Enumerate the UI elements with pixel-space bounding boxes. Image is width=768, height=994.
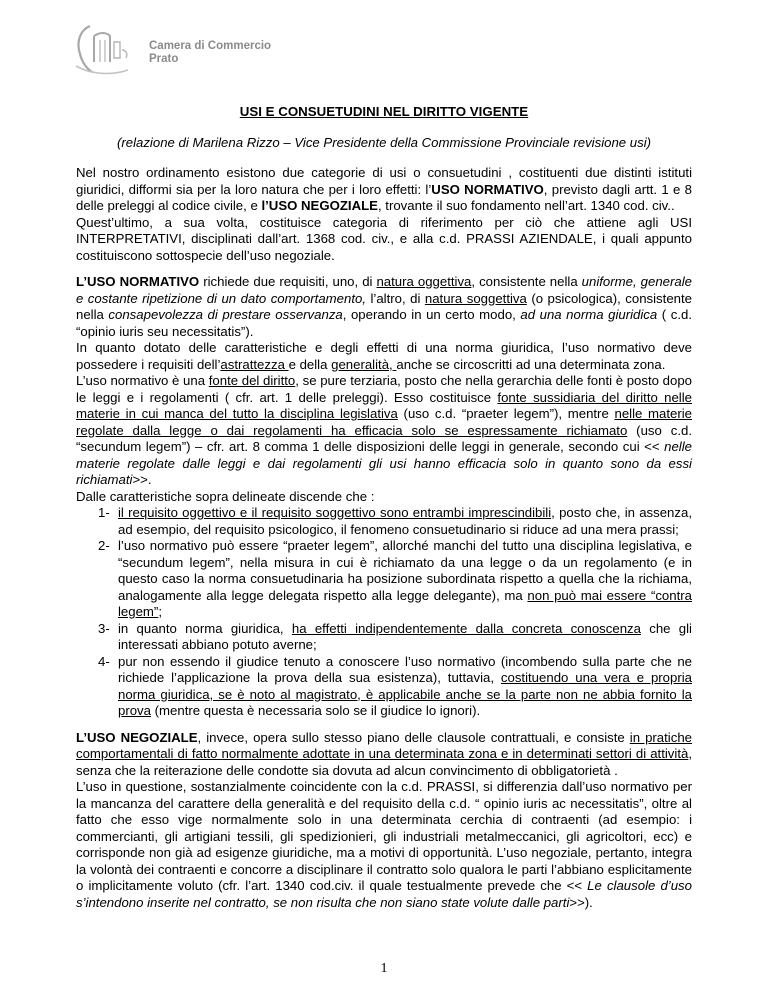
org-name-line2: Prato xyxy=(149,53,179,65)
uso-normativo-paragraph-3: L’uso normativo è una fonte del diritto, se pure terziaria, posto che nella gerarchia delle fonti è posto dopo le leggi e i regolamenti ( cfr. art. 1 delle preleggi). Esso costituisce fonte sussidiaria del diritto nelle materie in cui manca del tutto la disciplina legislativa (uso c.d. “praeter legem”), mentre nelle materie regolate dalla legge o dai regolamenti ha efficacia solo se espressamente richiamato (uso c.d. “secundum legem”) – cfr. art. 8 comma 1 delle disposizioni delle leggi in generale, secondo cui << nelle materie regolate dalle leggi e dai regolamenti gli usi hanno efficacia solo in quanto sono da essi richiamati>>. xyxy=(76,373,693,487)
intro-paragraph-2: Quest’ultimo, a sua volta, costituisce categoria di riferimento per ciò che attiene agli USI INTERPRETATIVI, disciplinati dall’art. 1368 cod. civ., e alla c.d. PRASSI AZIENDALE, i quali appunto costituiscono sottospecie dell’uso negoziale. xyxy=(76,214,692,263)
uso-normativo-paragraph-4: Dalle caratteristiche sopra delineate discende che : xyxy=(76,488,375,504)
page-number: 1 xyxy=(380,961,388,976)
list-item: 4- pur non essendo il giudice tenuto a conoscere l’uso normativo (incombendo sulla parte che ne richiede l’applicazione la prova della sua esistenza), tuttavia, costituendo una vera e propria norma giuridica, se è noto al magistrato, è applicabile anche se la parte non ne abbia fornito la prova (mentre questa è necessaria solo se il giudice lo ignori). xyxy=(98,653,693,718)
camera-di-commercio-emblem-icon xyxy=(70,22,142,80)
org-name-line1: Camera di Commercio xyxy=(149,40,272,52)
list-item: 3- in quanto norma giuridica, ha effetti indipendentemente dalla concreta conoscenza che gli interessati abbiano potuto averne; xyxy=(98,620,692,652)
organization-name xyxy=(149,40,271,66)
list-item: 1- il requisito oggettivo e il requisito soggettivo sono entrambi imprescindibili, posto che, in assenza, ad esempio, del requisito psicologico, il fenomeno consuetudinario si riduce ad una mera prassi; xyxy=(98,505,692,537)
consequences-list xyxy=(76,505,692,720)
list-item: 2- l’uso normativo può essere “praeter legem”, allorché manchi del tutto una disciplina legislativa, e “secundum legem”, nella misura in cui è richiamato da una legge o da un regolamento (e in questo caso la norma consuetudinaria ha posizione subordinata rispetto a quella che la richiama, analogamente alla legge delegata rispetto alla legge delegante), ma non può mai essere “contra legem”; xyxy=(98,538,692,619)
header-logo xyxy=(70,22,300,80)
uso-negoziale-paragraph-1: L’USO NEGOZIALE, invece, opera sullo stesso piano delle clausole contrattuali, e consiste in pratiche comportamentali di fatto normalmente adottate in una determinata zona e in determinati settori di attività, senza che la reiterazione delle condotte sia dovuta ad alcun convincimento di obbligatorietà . xyxy=(76,729,692,778)
document-title: USI E CONSUETUDINI NEL DIRITTO VIGENTE xyxy=(239,104,529,119)
uso-normativo-paragraph-2: In quanto dotato delle caratteristiche e degli effetti di una norma giuridica, l’uso normativo deve possedere i requisiti dell’astrattezza e della generalità, anche se circoscritti ad una determinata zona. xyxy=(76,340,692,372)
uso-normativo-paragraph-1: L’USO NORMATIVO richiede due requisiti, uno, di natura oggettiva, consistente nella uniforme, generale e costante ripetizione di un dato comportamento, l’altro, di natura soggettiva (o psicologica), consistente nella consapevolezza di prestare osservanza, operando in un certo modo, ad una norma giuridica ( c.d. “opinio iuris seu necessitatis”). xyxy=(76,274,692,339)
intro-paragraph-1: Nel nostro ordinamento esistono due categorie di usi o consuetudini , costituenti due distinti istituti giuridici, difformi sia per la loro natura che per i loro effetti: l’USO NORMATIVO, previsto dagli artt. 1 e 8 delle preleggi al codice civile, e l’USO NEGOZIALE, trovante il suo fondamento nell’art. 1340 cod. civ.. xyxy=(76,165,692,213)
uso-negoziale-paragraph-2: L’uso in questione, sostanzialmente coincidente con la c.d. PRASSI, si differenzia dall’uso normativo per la mancanza del carattere della generalità e del requisito della c.d. “ opinio iuris ac necessitatis”, oltre al fatto che esso vige normalmente solo in una determinata cerchia di contraenti (ad esempio: i commercianti, gli artigiani tessili, gli spedizionieri, gli industriali metalmeccanici, gli agricoltori, ecc) e corrisponde non già ad esigenze giuridiche, ma a motivi di opportunità. L’uso negoziale, pertanto, integra la volontà dei contraenti e concorre a disciplinare il contratto solo qualora le parti l’abbiano esplicitamente o implicitamente voluto (cfr. l’art. 1340 cod.civ. il quale testualmente prevede che << Le clausole d’uso s’intendono inserite nel contratto, se non risulta che non siano state volute dalle parti>>). xyxy=(76,779,692,910)
document-subtitle: (relazione di Marilena Rizzo – Vice Presidente della Commissione Provinciale revisione usi) xyxy=(116,134,652,150)
document-body xyxy=(76,104,692,911)
